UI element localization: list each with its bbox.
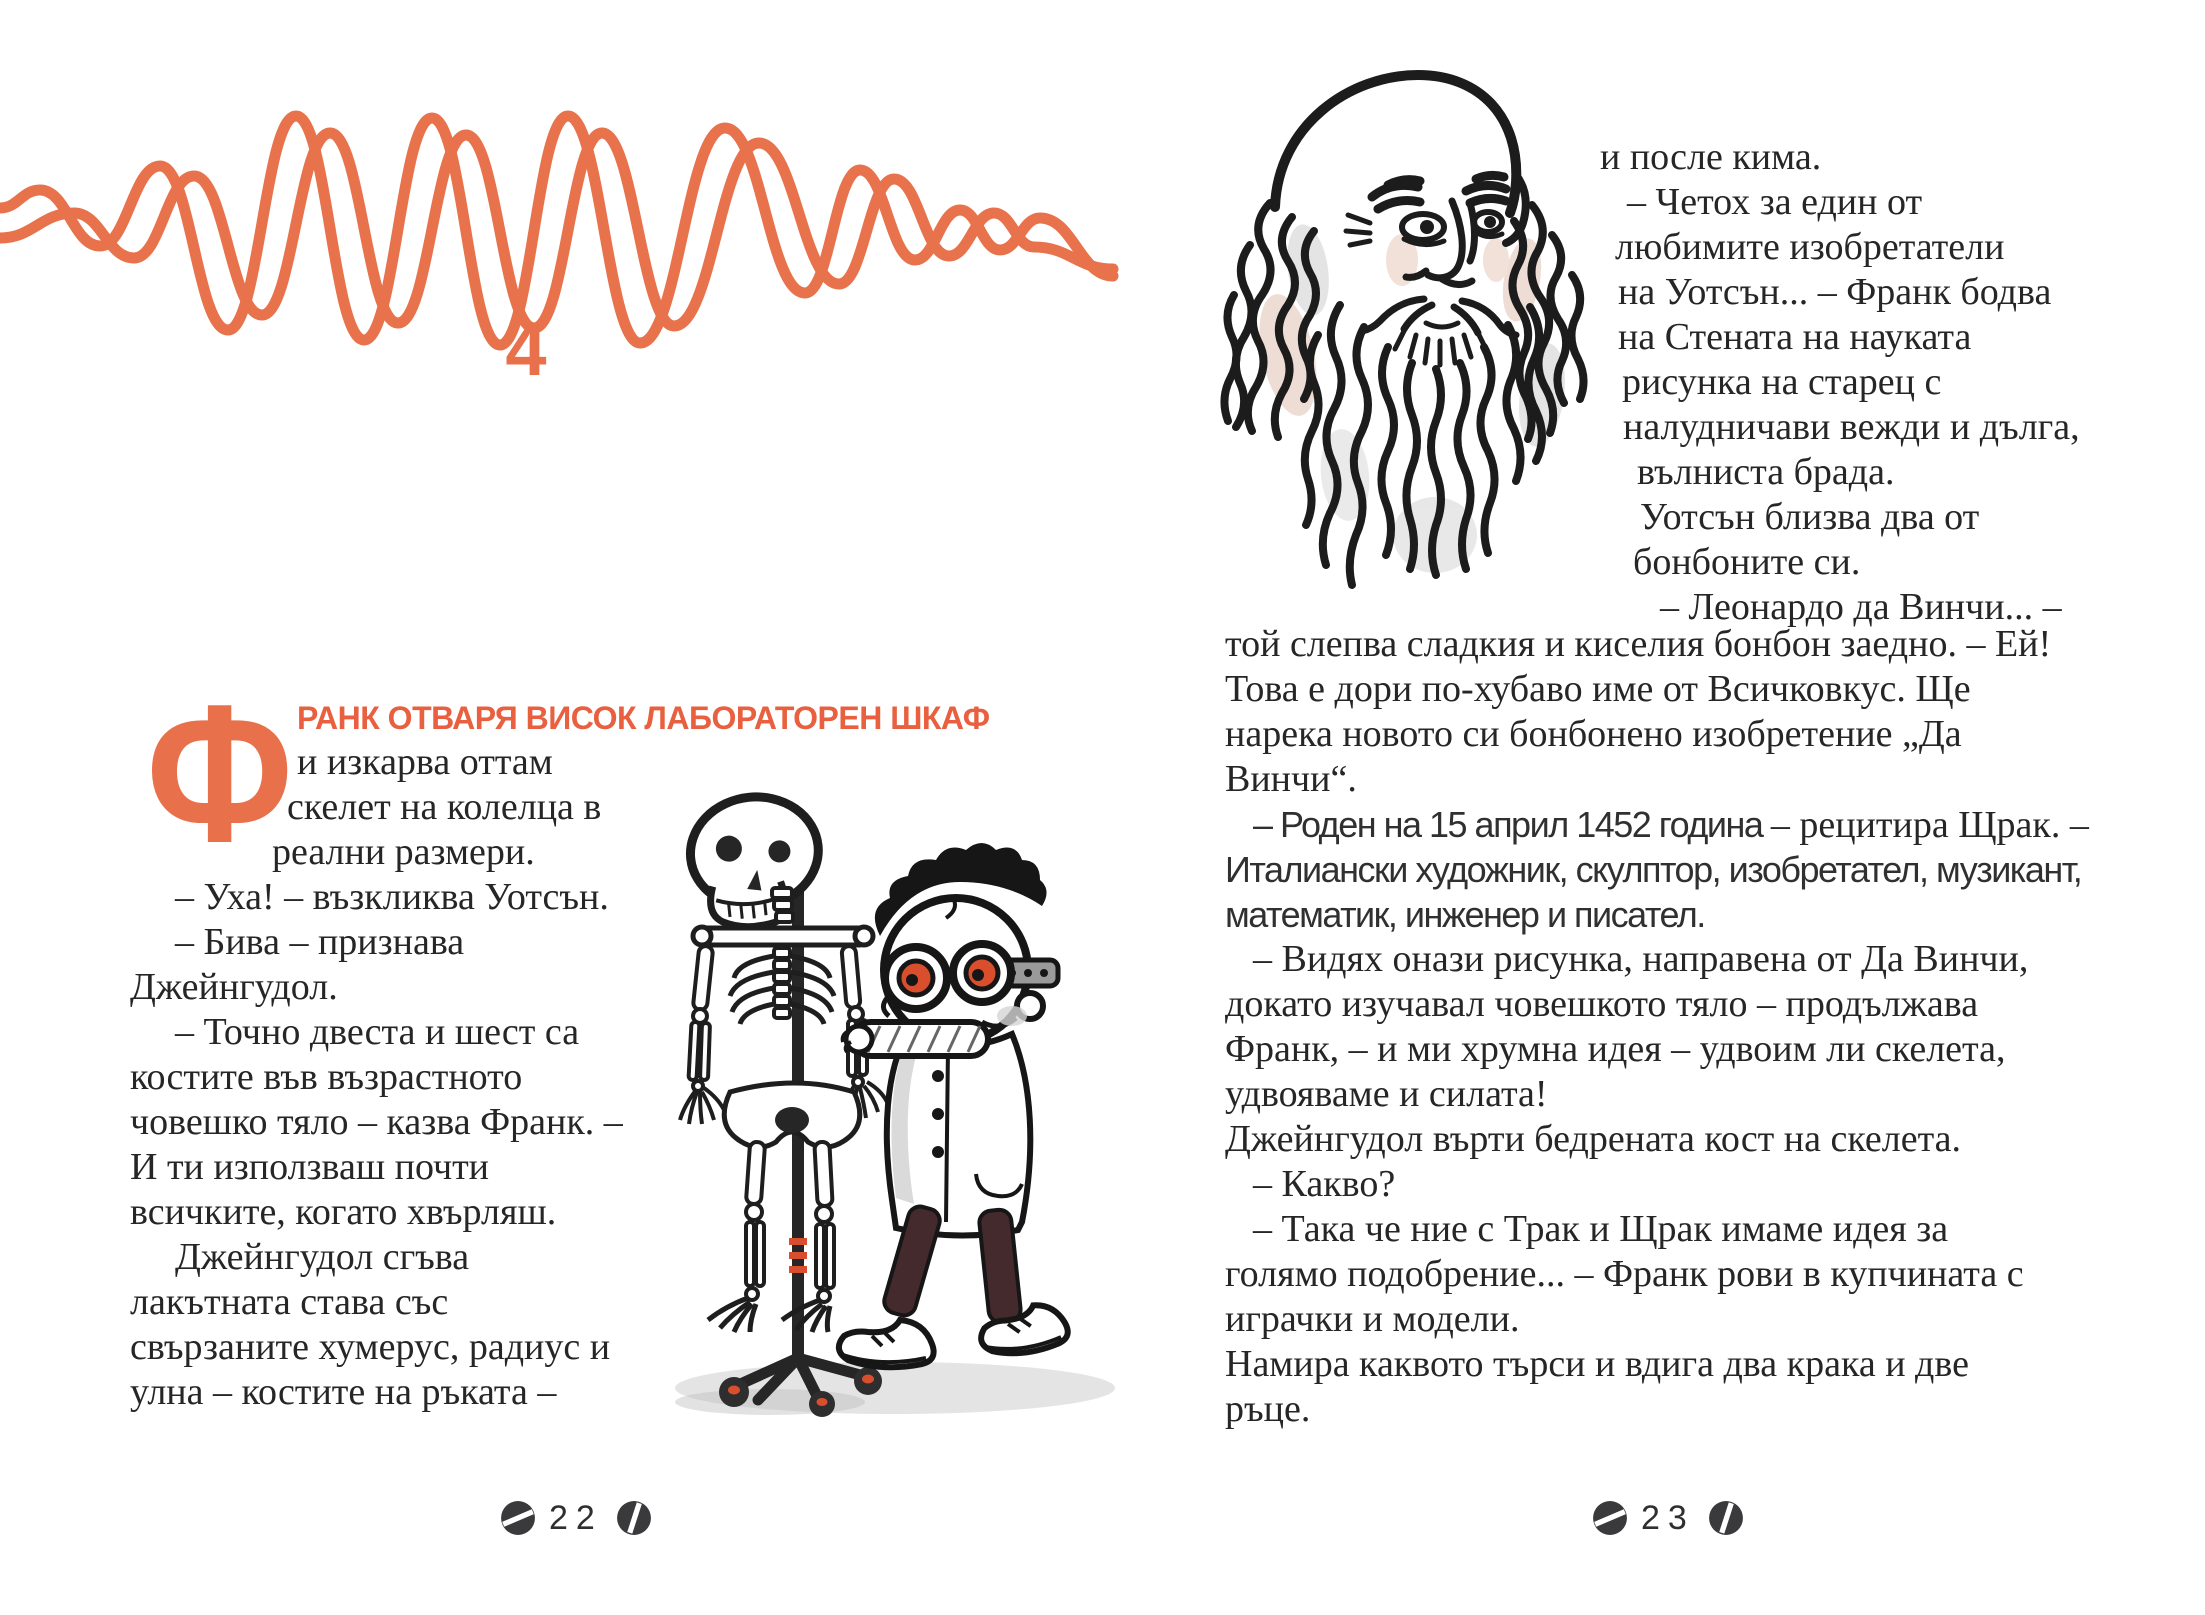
skeleton — [680, 791, 887, 1332]
text-line — [1225, 847, 2155, 892]
wave-line-1 — [0, 116, 1113, 345]
text-segment: – Четох за един от — [1627, 181, 1923, 223]
text-line — [1225, 1072, 2155, 1117]
text-segment: – рецитира Щрак. – — [1770, 804, 2089, 846]
text-line — [1225, 1207, 2155, 1252]
text-segment: Намира каквото търси и вдига два крака и две — [1225, 1343, 1969, 1385]
text-line — [130, 740, 675, 785]
text-segment: – Точно двеста и шест са — [175, 1011, 580, 1053]
leg-bones — [708, 1142, 834, 1332]
text-line — [130, 920, 675, 965]
text-segment: любимите изобретатели — [1615, 226, 2005, 268]
text-line — [1600, 495, 2160, 540]
right-page-full-text — [1225, 622, 2155, 1432]
coffee-bean-icon — [1708, 1500, 1744, 1536]
text-line — [1225, 937, 2155, 982]
spine — [774, 948, 790, 1018]
text-segment: вълниста брада. — [1637, 451, 1895, 493]
skull — [685, 791, 826, 933]
text-line — [1225, 1252, 2155, 1297]
page-number: 22 — [549, 1499, 603, 1537]
coffee-bean-icon — [616, 1500, 652, 1536]
text-line — [130, 785, 675, 830]
text-segment: лакътната става със — [130, 1281, 449, 1323]
text-segment: – Така че ние с Трак и Щрак имаме идея за — [1253, 1208, 1949, 1250]
text-segment: и изкарва оттам — [297, 741, 553, 783]
text-segment: Франк, – и ми хрумна идея – удвоим ли скелета, — [1225, 1028, 2006, 1070]
text-line — [130, 830, 675, 875]
text-line — [1600, 405, 2160, 450]
text-line — [1225, 1027, 2155, 1072]
mustache — [1362, 299, 1516, 335]
text-line — [1600, 225, 2160, 270]
boy-front-leg — [881, 1204, 942, 1319]
sound-wave-illustration — [0, 58, 1120, 438]
chapter-number: 4 — [505, 308, 547, 391]
text-segment: човешко тяло – казва Франк. – — [130, 1101, 623, 1143]
skeleton-and-boy-illustration — [640, 770, 1140, 1470]
left-page-footer — [500, 1499, 652, 1537]
neck-vertebrae — [772, 888, 793, 922]
text-line — [130, 1325, 675, 1370]
bald-crown-outline — [1275, 75, 1516, 213]
text-segment: И ти използваш почти — [130, 1146, 490, 1188]
text-line — [1225, 982, 2155, 1027]
chapter-heading: РАНК ОТВАРЯ ВИСОК ЛАБОРАТОРЕН ШКАФ — [297, 700, 990, 736]
text-segment: Италиански художник, скулптор, изобретател, музикант, — [1225, 849, 2082, 890]
text-segment: свързаните хумерус, радиус и — [130, 1326, 611, 1368]
text-line — [1600, 180, 2160, 225]
text-segment: и после кима. — [1600, 136, 1822, 178]
left-arm-bones — [680, 945, 724, 1124]
text-segment: Джейнгудол сгъва — [175, 1236, 470, 1278]
right-page-footer — [1592, 1499, 1744, 1537]
text-line — [1225, 757, 2155, 802]
text-segment: удвояваме и силата! — [1225, 1073, 1548, 1115]
text-segment: играчки и модели. — [1225, 1298, 1520, 1340]
text-segment: – Уха! – възкликва Уотсън. — [175, 876, 609, 918]
wave-line-2 — [0, 133, 1113, 328]
text-segment: нарека новото си бонбонено изобретение „Да — [1225, 713, 1962, 755]
text-segment: рисунка на старец с — [1622, 361, 1942, 403]
eyebrows — [1372, 175, 1506, 209]
chin-ruff — [1395, 329, 1486, 365]
text-segment: костите във възрастното — [130, 1056, 523, 1098]
drop-cap: Ф — [146, 664, 294, 883]
text-segment: ръце. — [1225, 1388, 1311, 1430]
text-line — [1225, 1342, 2155, 1387]
eyes — [1402, 212, 1502, 245]
text-segment: реални размери. — [272, 831, 535, 873]
page-number: 23 — [1641, 1499, 1695, 1537]
text-segment: математик, инженер и писател. — [1225, 894, 1705, 935]
text-line — [1600, 360, 2160, 405]
text-segment: на Уотсън... – Франк бодва — [1618, 271, 2052, 313]
wrinkles — [1346, 215, 1370, 245]
text-line — [1225, 892, 2155, 937]
text-segment: голямо подобрение... – Франк рови в купчината с — [1225, 1253, 2024, 1295]
text-segment: докато изучавал човешкото тяло – продължава — [1225, 983, 1979, 1025]
shoulder-bone — [698, 928, 868, 945]
text-line — [130, 875, 675, 920]
text-segment: – Роден на 15 април 1452 година — [1253, 804, 1771, 845]
text-line — [1600, 135, 2160, 180]
text-line — [130, 1145, 675, 1190]
text-segment: улна – костите на ръката – — [130, 1371, 557, 1413]
text-line — [130, 1055, 675, 1100]
text-segment: всичките, когато хвърляш. — [130, 1191, 557, 1233]
right-page-text-column — [1600, 135, 2160, 630]
text-segment: – Видях онази рисунка, направена от Да Винчи, — [1253, 938, 2029, 980]
text-segment: Уотсън близва два от — [1640, 496, 1980, 538]
coffee-bean-icon — [500, 1500, 536, 1536]
text-segment: – Леонардо да Винчи... – — [1660, 586, 2062, 628]
text-segment: – Какво? — [1253, 1163, 1396, 1205]
text-segment: налудничави вежди и дълга, — [1623, 406, 2080, 448]
text-line — [1225, 712, 2155, 757]
text-line — [1600, 450, 2160, 495]
text-line — [1225, 1387, 2155, 1432]
boy-front-sneaker — [839, 1320, 934, 1367]
text-line — [1600, 270, 2160, 315]
text-line — [1225, 802, 2155, 847]
text-segment: Джейнгудол върти бедрената кост на скелета. — [1225, 1118, 1962, 1160]
text-line — [130, 1010, 675, 1055]
text-segment: – Бива – признава — [175, 921, 465, 963]
boy-arm-sleeve — [843, 1022, 988, 1056]
da-vinci-portrait-illustration — [1180, 55, 1610, 615]
text-line — [1600, 540, 2160, 585]
text-line — [1600, 315, 2160, 360]
text-line — [130, 1235, 675, 1280]
left-page-text-column — [130, 740, 675, 1415]
text-segment: бонбоните си. — [1633, 541, 1861, 583]
text-line — [1225, 1297, 2155, 1342]
text-line — [1225, 667, 2155, 712]
text-line — [1225, 1162, 2155, 1207]
text-line — [130, 1100, 675, 1145]
text-segment: на Стената на науката — [1618, 316, 1972, 358]
text-line — [130, 965, 675, 1010]
text-line — [1225, 1117, 2155, 1162]
coffee-bean-icon — [1592, 1500, 1628, 1536]
text-line — [1225, 622, 2155, 667]
text-line — [130, 1370, 675, 1415]
text-segment: Винчи“. — [1225, 758, 1357, 800]
text-segment: скелет на колелца в — [287, 786, 602, 828]
text-segment: Това е дори по-хубаво име от Всичковкус. Ще — [1225, 668, 1971, 710]
text-segment: той слепва сладкия и киселия бонбон заедно. – Ей! — [1225, 623, 2052, 665]
text-segment: Джейнгудол. — [130, 966, 338, 1008]
text-line — [130, 1190, 675, 1235]
text-line — [130, 1280, 675, 1325]
